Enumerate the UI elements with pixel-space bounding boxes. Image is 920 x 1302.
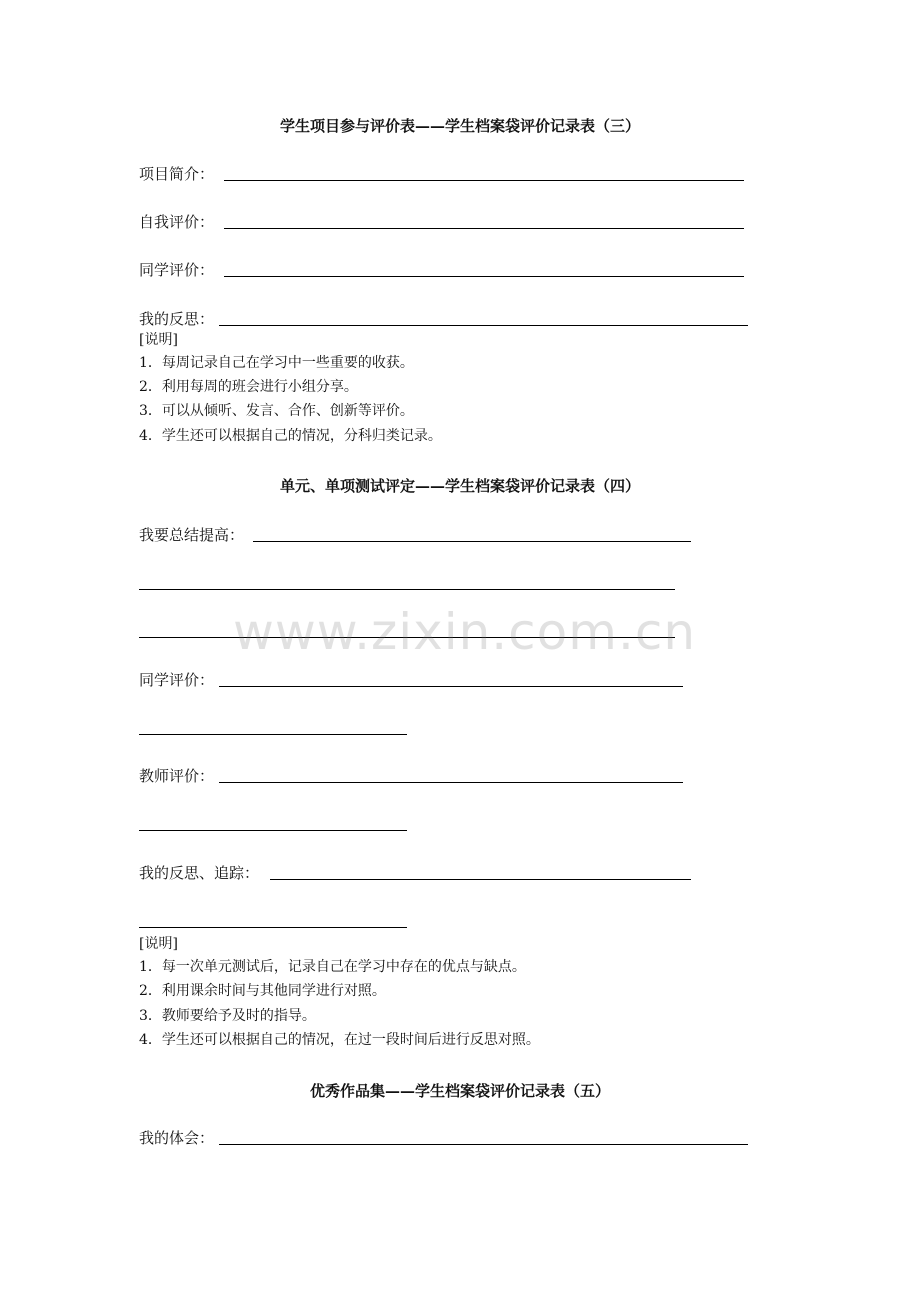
field-label-self-evaluation: 自我评价： [139, 213, 215, 231]
field-label-project-intro: 项目简介： [139, 165, 215, 183]
field-line-teacher-evaluation[interactable] [219, 782, 683, 783]
field-line-project-intro[interactable] [224, 180, 744, 181]
field-label-teacher-evaluation: 教师评价： [139, 767, 215, 785]
field-line-reflection[interactable] [219, 325, 748, 326]
field-line-teacher-evaluation-continued[interactable] [139, 830, 407, 831]
field-label-experience: 我的体会： [139, 1129, 215, 1147]
field-label-peer-evaluation: 同学评价： [139, 671, 215, 689]
field-label-reflection-tracking: 我的反思、追踪： [139, 864, 260, 882]
note-item: 3．可以从倾听、发言、合作、创新等评价。 [139, 403, 414, 419]
section-4-title: 单元、单项测试评定——学生档案袋评价记录表（四） [279, 477, 640, 495]
watermark: www.zixin.com.cn [233, 603, 697, 661]
note-item: 2．利用课余时间与其他同学进行对照。 [139, 983, 386, 999]
field-label-peer-evaluation: 同学评价： [139, 261, 215, 279]
note-item: 1．每周记录自己在学习中一些重要的收获。 [139, 355, 414, 371]
field-line-self-evaluation[interactable] [224, 228, 744, 229]
section-5-title: 优秀作品集——学生档案袋评价记录表（五） [309, 1082, 610, 1100]
field-line-peer-evaluation[interactable] [224, 276, 744, 277]
note-heading: [说明] [139, 332, 178, 348]
field-line-summary-continued[interactable] [139, 589, 675, 590]
field-label-reflection: 我的反思： [139, 310, 215, 328]
note-heading: [说明] [139, 936, 178, 952]
note-item: 2．利用每周的班会进行小组分享。 [139, 379, 358, 395]
field-line-reflection-tracking[interactable] [270, 879, 691, 880]
note-item: 4．学生还可以根据自己的情况，分科归类记录。 [139, 428, 442, 444]
section-3-title: 学生项目参与评价表——学生档案袋评价记录表（三） [279, 117, 640, 135]
field-line-summary[interactable] [253, 541, 691, 542]
field-label-summary: 我要总结提高： [139, 526, 245, 544]
note-item: 4．学生还可以根据自己的情况，在过一段时间后进行反思对照。 [139, 1032, 540, 1048]
field-line-peer-evaluation[interactable] [219, 686, 683, 687]
field-line-peer-evaluation-continued[interactable] [139, 734, 407, 735]
field-line-reflection-tracking-continued[interactable] [139, 927, 407, 928]
note-item: 3．教师要给予及时的指导。 [139, 1008, 316, 1024]
field-line-experience[interactable] [219, 1144, 748, 1145]
note-item: 1．每一次单元测试后，记录自己在学习中存在的优点与缺点。 [139, 959, 526, 975]
